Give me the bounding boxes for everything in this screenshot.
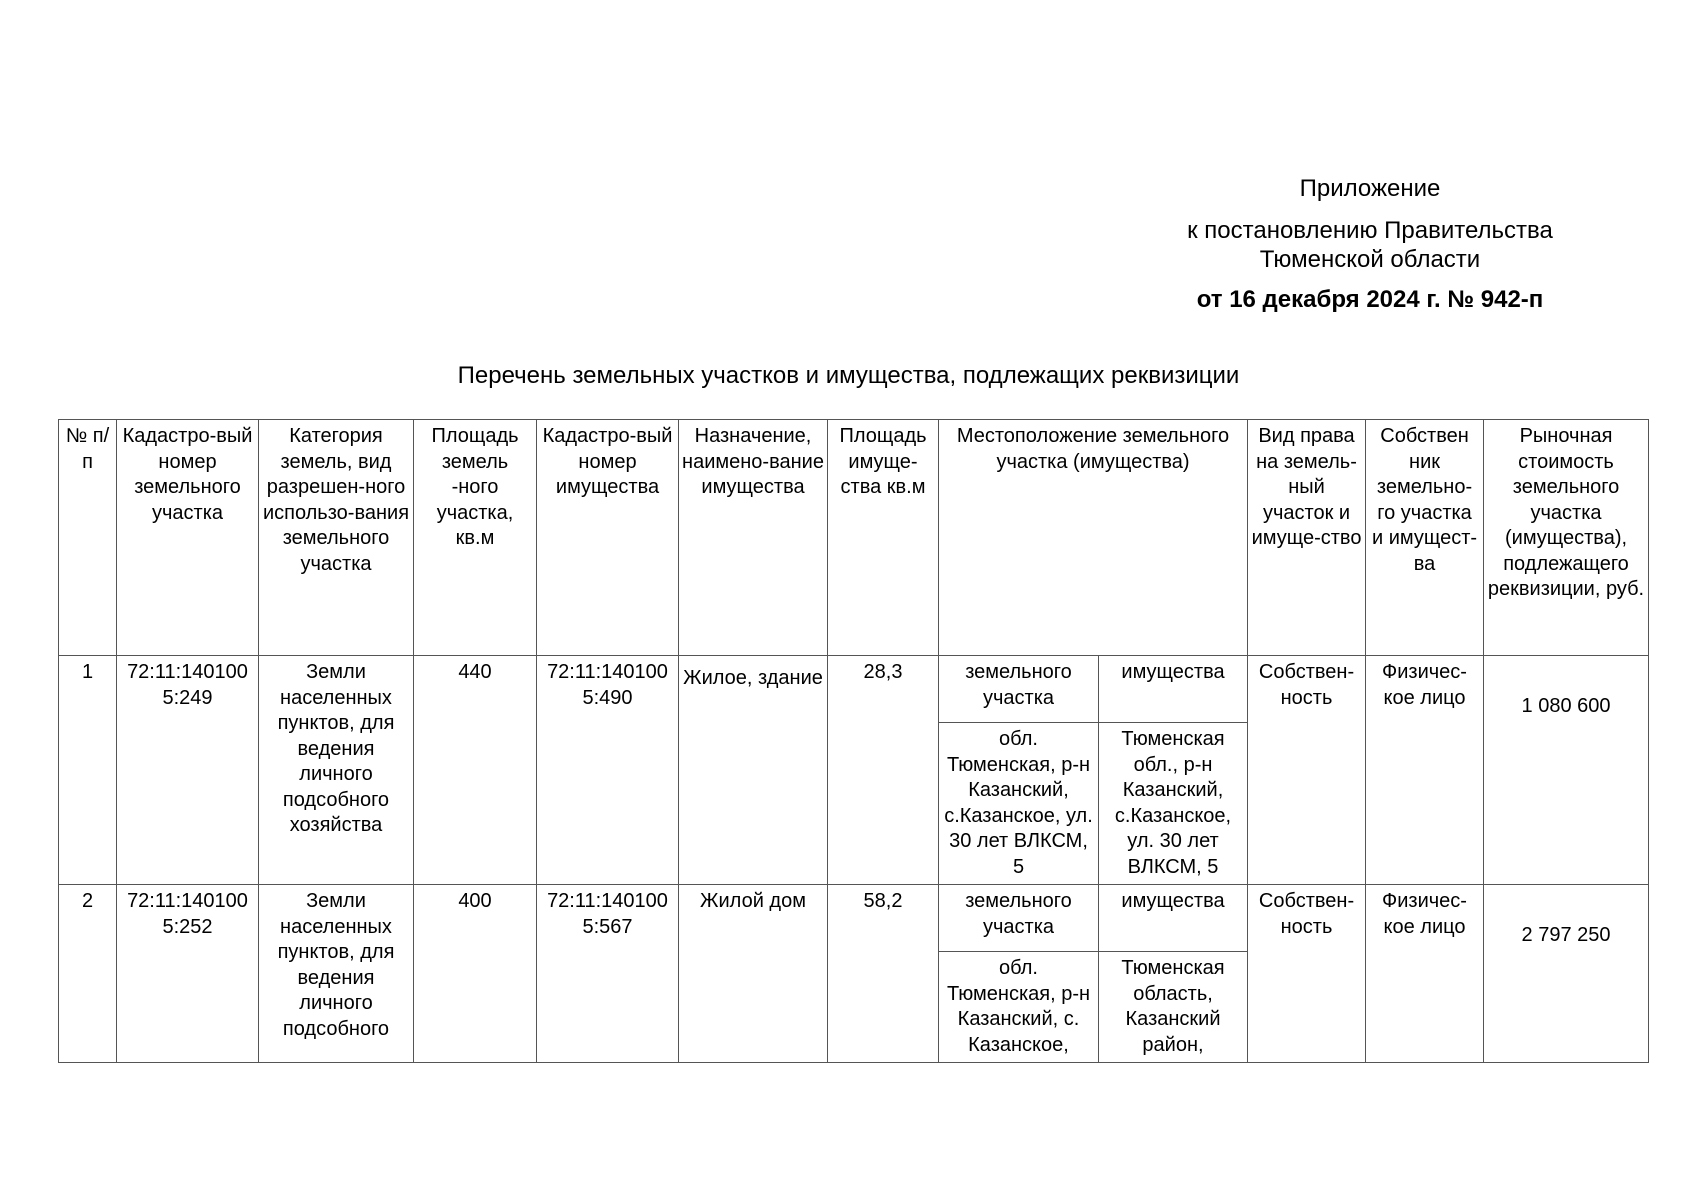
cell-cadastral-property: 72:11:140100 5:567 <box>537 885 679 1063</box>
requisition-table <box>58 419 1649 1063</box>
appendix-decree-line: к постановлению Правительства <box>1187 217 1553 244</box>
header-land-category: Категория земель, вид разрешен-ного использо-вания земельного участка <box>259 420 414 656</box>
cell-cadastral-land: 72:11:140100 5:252 <box>117 885 259 1063</box>
cell-cadastral-property: 72:11:140100 5:490 <box>537 656 679 885</box>
cell-land-category: Земли населенных пунктов, для ведения личного подсобного <box>259 885 414 1063</box>
cell-num: 1 <box>59 656 117 885</box>
cell-right-type: Собствен-ность <box>1248 656 1366 885</box>
header-right-type: Вид права на земель-ный участок и имуще-ство <box>1248 420 1366 656</box>
cell-land-area: 440 <box>414 656 537 885</box>
header-owner: Собствен ник земельно-го участка и имущест-ва <box>1366 420 1484 656</box>
table-row <box>59 885 1649 952</box>
cell-location-property: Тюменская обл., р-н Казанский, с.Казанское, ул. 30 лет ВЛКСМ, 5 <box>1099 723 1248 885</box>
appendix-date-number: от 16 декабря 2024 г. № 942-п <box>1196 286 1544 313</box>
cell-property-purpose: Жилое, здание <box>679 656 828 885</box>
appendix-region-line: Тюменской области <box>1259 246 1481 273</box>
cell-cadastral-land: 72:11:140100 5:249 <box>117 656 259 885</box>
cell-location-land: обл. Тюменская, р-н Казанский, с. Казанское, <box>939 952 1099 1063</box>
header-market-value: Рыночная стоимость земельного участка (имущества), подлежащего реквизиции, руб. <box>1484 420 1649 656</box>
cell-location-land-label: земельного участка <box>939 656 1099 723</box>
document-title: Перечень земельных участков и имущества, подлежащих реквизиции <box>457 362 1240 389</box>
cell-location-property-label: имущества <box>1099 885 1248 952</box>
header-cadastral-property: Кадастро-вый номер имущества <box>537 420 679 656</box>
cell-property-purpose: Жилой дом <box>679 885 828 1063</box>
cell-num: 2 <box>59 885 117 1063</box>
header-property-area: Площадь имуще-ства кв.м <box>828 420 939 656</box>
header-location: Местоположение земельного участка (имущества) <box>939 420 1248 656</box>
table-header-row <box>59 420 1649 656</box>
cell-market-value: 1 080 600 <box>1484 656 1649 885</box>
table-row <box>59 656 1649 723</box>
cell-right-type: Собствен-ность <box>1248 885 1366 1063</box>
cell-property-area: 58,2 <box>828 885 939 1063</box>
cell-location-property: Тюменская область, Казанский район, <box>1099 952 1248 1063</box>
cell-market-value: 2 797 250 <box>1484 885 1649 1063</box>
cell-owner: Физичес-кое лицо <box>1366 656 1484 885</box>
appendix-title: Приложение <box>1299 175 1441 202</box>
header-property-purpose: Назначение, наимено-вание имущества <box>679 420 828 656</box>
header-cadastral-land: Кадастро-вый номер земельного участка <box>117 420 259 656</box>
cell-land-category: Земли населенных пунктов, для ведения личного подсобного хозяйства <box>259 656 414 885</box>
cell-location-land-label: земельного участка <box>939 885 1099 952</box>
header-land-area: Площадь земель -ного участка, кв.м <box>414 420 537 656</box>
cell-owner: Физичес-кое лицо <box>1366 885 1484 1063</box>
cell-location-property-label: имущества <box>1099 656 1248 723</box>
cell-property-area: 28,3 <box>828 656 939 885</box>
cell-land-area: 400 <box>414 885 537 1063</box>
header-num: № п/п <box>59 420 117 656</box>
cell-location-land: обл. Тюменская, р-н Казанский, с.Казанское, ул. 30 лет ВЛКСМ, 5 <box>939 723 1099 885</box>
